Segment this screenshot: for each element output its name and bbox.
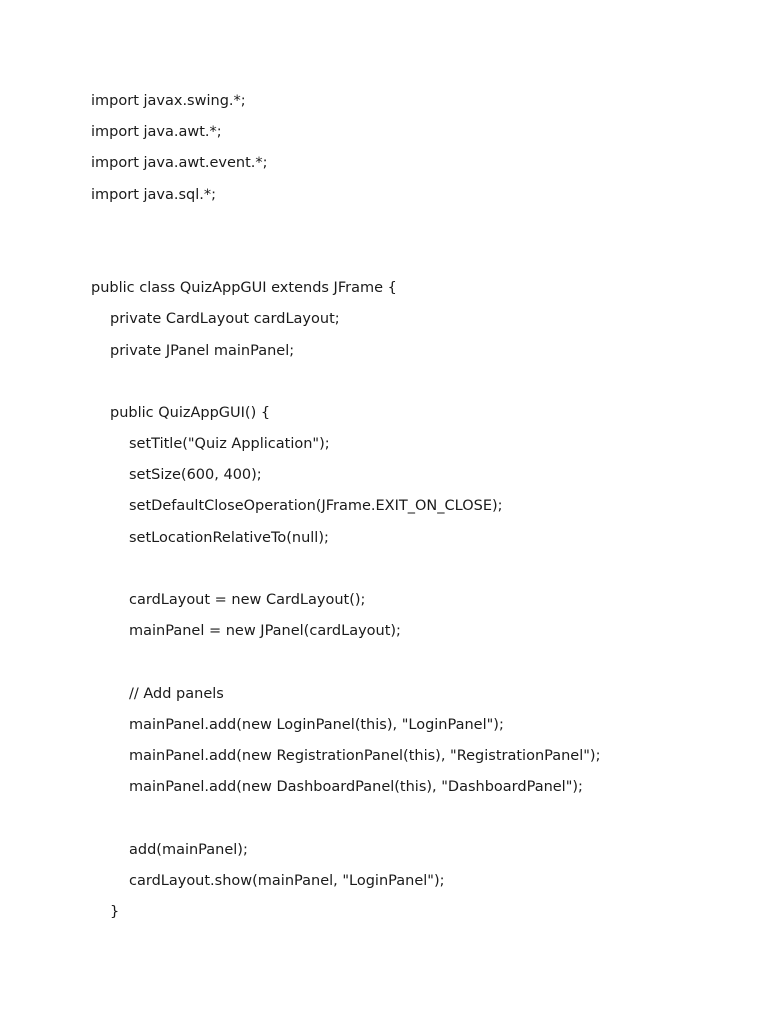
code-line: setTitle("Quiz Application"); [129, 436, 330, 453]
code-line: public class QuizAppGUI extends JFrame { [91, 280, 397, 297]
blank-line [91, 211, 731, 242]
code-line: cardLayout = new CardLayout(); [129, 592, 366, 608]
blank-line [91, 554, 731, 585]
code-line: setSize(600, 400); [129, 467, 262, 484]
blank-line [91, 367, 731, 398]
code-listing [91, 86, 731, 928]
blank-line [91, 647, 731, 678]
code-line: private CardLayout cardLayout; [110, 311, 340, 328]
code-line: import javax.swing.*; [91, 93, 246, 109]
blank-line [91, 242, 731, 273]
code-line: cardLayout.show(mainPanel, "LoginPanel"); [129, 872, 445, 889]
code-line: public QuizAppGUI() { [110, 404, 271, 421]
code-line: mainPanel = new JPanel(cardLayout); [129, 623, 401, 640]
code-line: add(mainPanel); [129, 841, 248, 858]
code-line: import java.sql.*; [91, 186, 217, 203]
code-line: } [110, 903, 120, 920]
code-line: private JPanel mainPanel; [110, 342, 295, 359]
code-line: mainPanel.add(new LoginPanel(this), "LoginPanel"); [129, 716, 504, 733]
code-line: import java.awt.*; [91, 124, 222, 141]
code-line: mainPanel.add(new RegistrationPanel(this), "RegistrationPanel"); [129, 747, 601, 764]
code-line: setDefaultCloseOperation(JFrame.EXIT_ON_CLOSE); [129, 498, 503, 515]
blank-line [91, 803, 731, 834]
code-line: mainPanel.add(new DashboardPanel(this), "DashboardPanel"); [129, 779, 583, 796]
code-line: import java.awt.event.*; [91, 155, 268, 172]
code-line: setLocationRelativeTo(null); [129, 529, 329, 546]
code-comment: // Add panels [129, 685, 224, 702]
